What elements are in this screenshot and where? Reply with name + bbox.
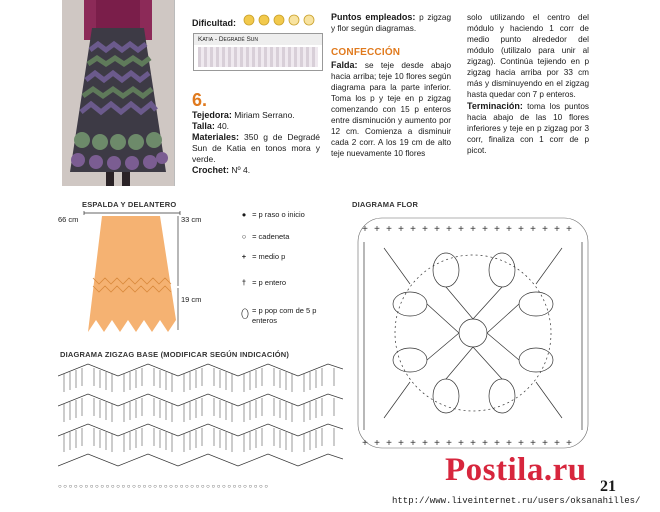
pattern-number: 6. bbox=[192, 90, 208, 110]
svg-text:+ + + + + + + + + + + + + + +: + + + + + + + + + + + + + + + + + + bbox=[362, 225, 573, 236]
legend-item: ○ = cadeneta bbox=[238, 232, 328, 248]
popcorn-stitch-icon: ⬯ bbox=[240, 306, 250, 321]
legend-item: + = medio p bbox=[238, 252, 328, 268]
slip-stitch-icon: ● bbox=[241, 210, 247, 219]
materials-label: Materiales: bbox=[192, 132, 240, 142]
size-label: Talla: bbox=[192, 121, 215, 131]
flower-diagram-title: DIAGRAMA FLOR bbox=[352, 200, 419, 209]
half-stitch-icon: + bbox=[241, 252, 247, 261]
falda-block bbox=[331, 60, 451, 159]
yarn-name: Katia - Degradé Sun bbox=[194, 34, 322, 45]
termination-label: Terminación: bbox=[467, 101, 523, 111]
termination-text: toma los puntos hacia abajo de las 10 flores inferiores y teje en p zigzag por 3 corr, finaliza con 1 corr de p picot. bbox=[467, 102, 589, 155]
stitches-title: Puntos empleados: bbox=[331, 12, 416, 22]
schematic-title: ESPALDA Y DELANTERO bbox=[82, 200, 177, 209]
stitch-legend bbox=[238, 210, 328, 326]
legend-item: † = p entero bbox=[238, 278, 328, 294]
knitter-label: Tejedora: bbox=[192, 110, 232, 120]
size-value: 40. bbox=[217, 121, 230, 131]
difficulty-row bbox=[192, 13, 322, 31]
schematic-upper-height: 33 cm bbox=[181, 215, 202, 224]
legend-item: ● = p raso o inicio bbox=[238, 210, 328, 226]
knitter-name: Miriam Serrano. bbox=[234, 110, 295, 120]
hook-label: Crochet: bbox=[192, 165, 230, 175]
double-crochet-icon: † bbox=[241, 278, 247, 287]
svg-text:+ + + + + + + + + + + + + + +: + + + + + + + + + + + + + + + + + + bbox=[362, 439, 573, 450]
page-number: 21 bbox=[600, 478, 616, 495]
source-url[interactable]: http://www.liveinternet.ru/users/oksanahilles/ bbox=[392, 496, 641, 506]
zigzag-diagram-title: DIAGRAMA ZIGZAG BASE (MODIFICAR SEGÚN INDICACIÓN) bbox=[60, 350, 290, 359]
stitches-block bbox=[331, 12, 451, 34]
chain-icon: ○ bbox=[241, 232, 247, 241]
column3-text: solo utilizando el centro del módulo y haciendo 1 corr de medio punto alrededor del módulo (utilizalo para unir al zigzag). Continúa tejiendo en p zigzag hacia arriba por 33 cm más y disminuyendo en el zigzag hasta quedar con 7 p enteros. bbox=[467, 13, 589, 99]
schematic-lower-height: 19 cm bbox=[181, 295, 202, 304]
skirt-schematic bbox=[80, 208, 185, 338]
difficulty-icons bbox=[243, 13, 321, 31]
yarn-box bbox=[193, 33, 323, 71]
materials-value: 350 g de Degradé Sun de Katia en tonos mora y verde. bbox=[192, 132, 320, 164]
zigzag-diagram bbox=[58, 360, 343, 500]
falda-text: se teje desde abajo hacia arriba; teje 10 flores según diagrama para la parte inferior. Toma los p y teje en p zigzag comenzando con 15 p enteros entre disminución y aumento por 12 cm. Comienza a disminuir cada 2 corr. A los 19 cm de alto teje nuevamente 10 flores bbox=[331, 61, 451, 158]
schematic-width-label: 66 cm bbox=[58, 215, 79, 224]
svg-text:○ ○ ○ ○ ○ ○ ○ ○ ○ ○ ○ ○ ○ ○ ○: ○ ○ ○ ○ ○ ○ ○ ○ ○ ○ ○ ○ ○ ○ ○ ○ ○ ○ ○ ○ ○ ○ ○ ○ ○ ○ ○ ○ ○ ○ ○ ○ ○ ○ ○ ○ ○ ○ ○ ○ bbox=[58, 484, 268, 490]
skirt-illustration bbox=[62, 0, 174, 186]
postila-watermark: Postila.ru bbox=[445, 452, 587, 488]
falda-label: Falda: bbox=[331, 60, 358, 70]
legend-item: ⬯ = p pop com de 5 p enteros bbox=[238, 306, 328, 326]
hook-value: Nº 4. bbox=[231, 165, 251, 175]
instructions-title: CONFECCIÓN bbox=[331, 47, 401, 58]
pattern-info bbox=[192, 110, 320, 176]
column3-block bbox=[467, 12, 589, 156]
stitches-text: p zigzag y flor según diagramas. bbox=[331, 13, 452, 33]
flower-diagram bbox=[350, 208, 600, 458]
yarn-swatch bbox=[198, 47, 318, 67]
difficulty-label: Dificultad: bbox=[192, 18, 236, 29]
skirt-photo bbox=[62, 0, 175, 186]
